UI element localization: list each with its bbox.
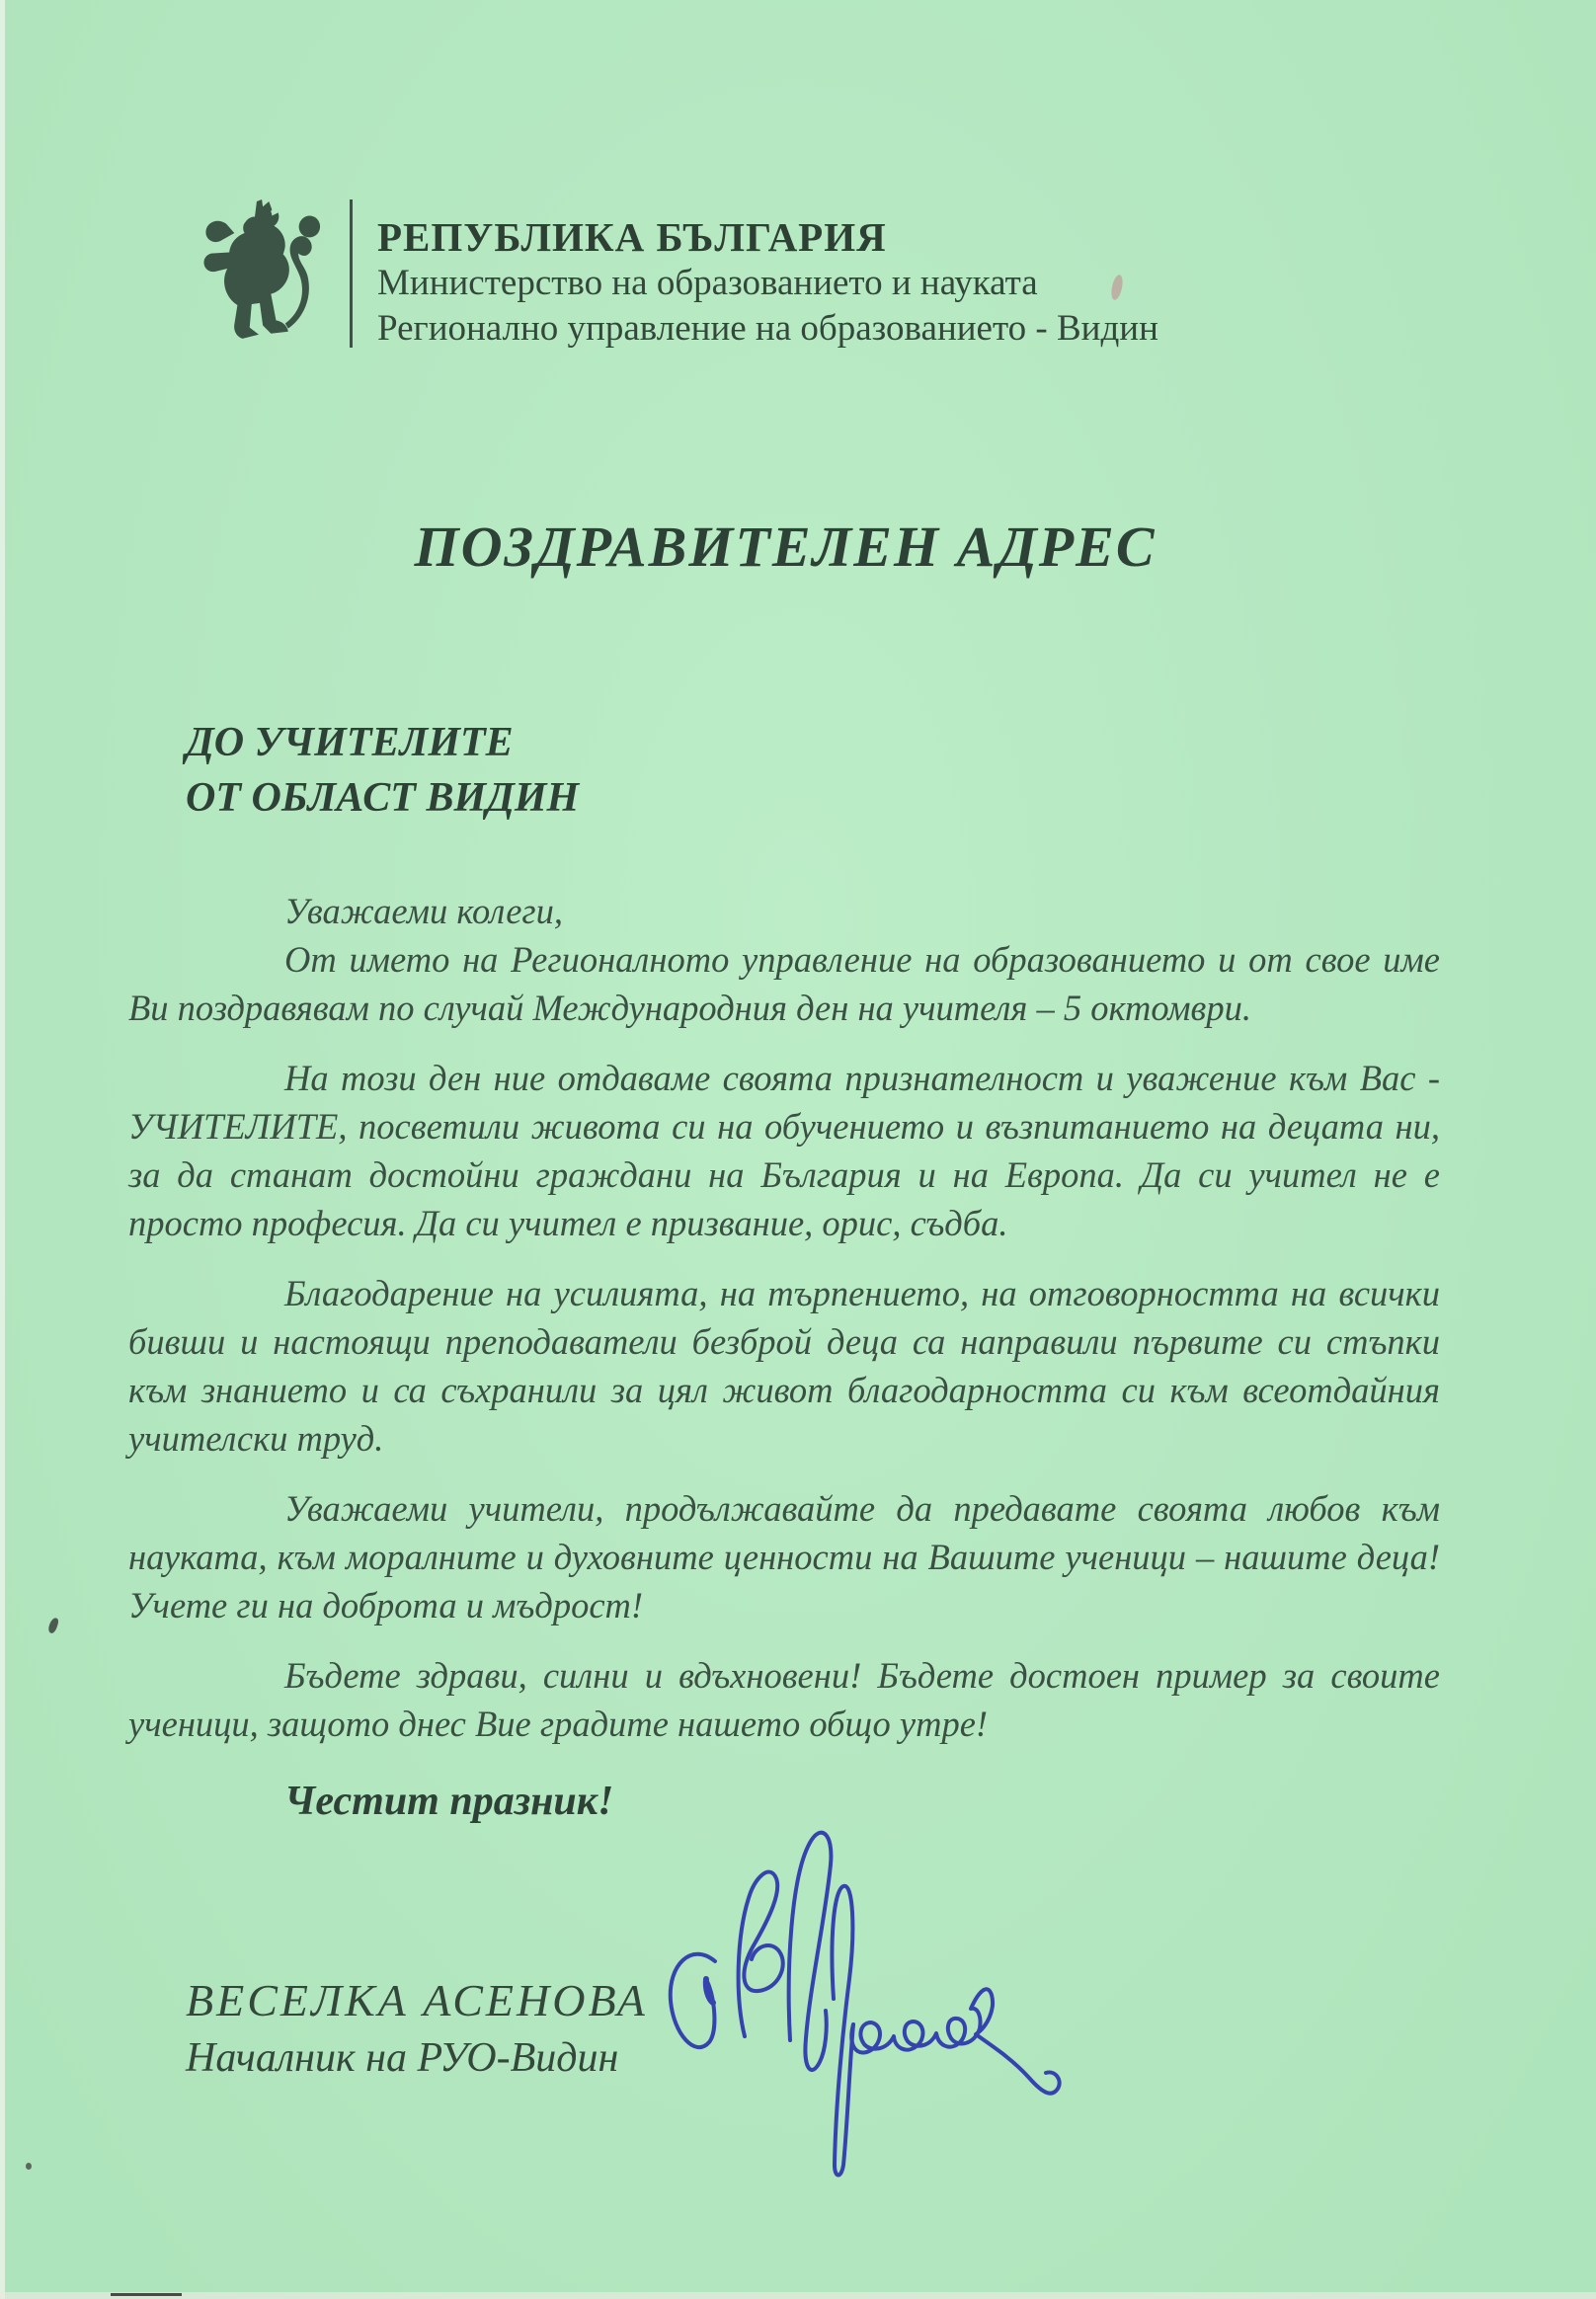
paragraph-1: От името на Регионалното управление на образованието и от свое име Ви поздравявам по случай Международния ден на учителя – 5 октомври. — [128, 939, 1440, 1028]
scan-edge-mark — [111, 2293, 182, 2296]
signatory-block — [186, 1971, 648, 2086]
paragraph-2: На този ден ние отдаваме своята признателност и уважение към Вас - УЧИТЕЛИТЕ, посветили живота си на обучението и възпитанието на децата ни, за да станат достойни граждани на България и на Европа. Да си учител не е просто професия. Да си учител е призвание, орис, съдба. — [128, 1058, 1440, 1243]
letterhead-divider — [350, 199, 353, 348]
ministry-name: Министерство на образованието и науката — [377, 263, 1038, 303]
scan-speck — [47, 1617, 60, 1634]
letterhead-text — [377, 199, 1158, 352]
paragraph-3: Благодарение на усилията, на търпението, на отговорността на всички бивши и настоящи преподаватели безброй деца са направили първите си стъпки към знанието и са съхранили за цял живот благодарността си към всеотдайния учителски труд. — [128, 1273, 1440, 1459]
republic-name: РЕПУБЛИКА БЪЛГАРИЯ — [377, 214, 887, 260]
letterhead — [198, 199, 1158, 352]
letter-body — [128, 887, 1440, 1748]
document-title: ПОЗДРАВИТЕЛЕН АДРЕС — [414, 515, 1157, 579]
scan-speck — [26, 2163, 32, 2170]
addressee-line-2: ОТ ОБЛАСТ ВИДИН — [186, 775, 580, 821]
scan-edge-left — [0, 0, 5, 2299]
paragraph-4: Уважаеми учители, продължавайте да предавате своята любов към науката, към моралните и духовните ценности на Вашите ученици – нашите деца! Учете ги на доброта и мъдрост! — [128, 1488, 1440, 1625]
bulgarian-lion-coat-of-arms-icon — [198, 199, 320, 342]
signatory-position: Началник на РУО-Видин — [186, 2035, 619, 2081]
scan-edge-bottom — [0, 2292, 1596, 2299]
paragraph-5: Бъдете здрави, силни и вдъхновени! Бъдете достоен пример за своите ученици, защото днес Вие градите нашето общо утре! — [128, 1655, 1440, 1744]
addressee-block — [186, 715, 579, 826]
addressee-line-1: ДО УЧИТЕЛИТЕ — [186, 720, 514, 765]
handwritten-signature-icon — [640, 1821, 1065, 2206]
salutation: Уважаеми колеги, — [284, 891, 564, 931]
signatory-name: ВЕСЕЛКА АСЕНОВА — [186, 1975, 648, 2025]
department-name: Регионално управление на образованието - Видин — [377, 308, 1158, 349]
closing-greeting: Честит празник! — [284, 1779, 614, 1824]
